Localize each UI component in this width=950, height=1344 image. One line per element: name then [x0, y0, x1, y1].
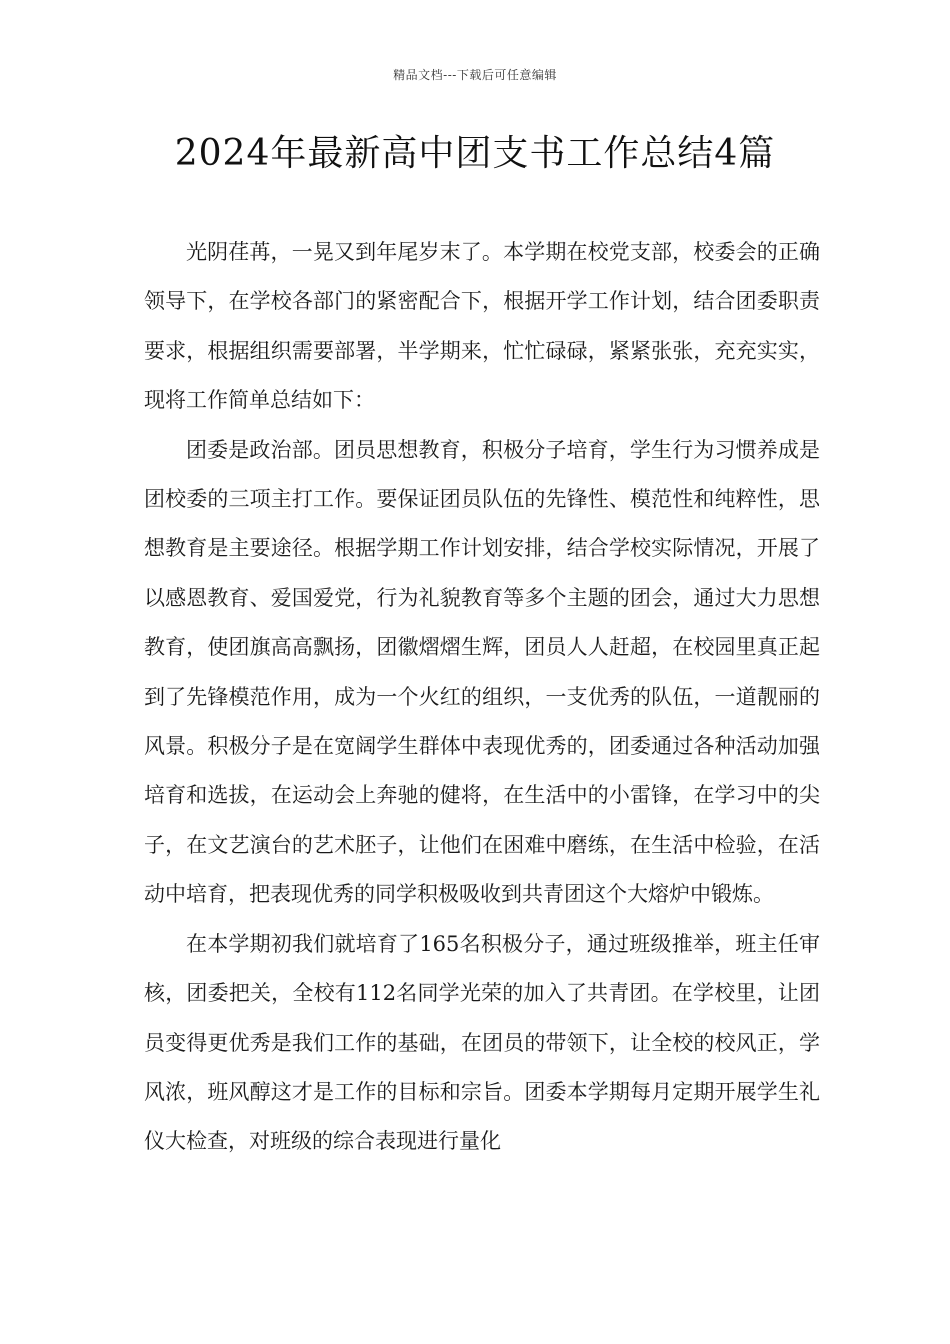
paragraph: 光阴荏苒，一晃又到年尾岁末了。本学期在校党支部，校委会的正确领导下，在学校各部门的紧密配合下，根据开学工作计划，结合团委职责要求，根据组织需要部署，半学期来，忙忙碌碌，紧紧张张，充充实实，现将工作简单总结如下： — [144, 240, 820, 413]
header-note: 精品文档---下载后可任意编辑 — [393, 68, 557, 82]
document-body — [144, 228, 820, 1167]
document-title: 2024年最新高中团支书工作总结4篇 — [174, 133, 776, 174]
paragraph: 团委是政治部。团员思想教育，积极分子培育，学生行为习惯养成是团校委的三项主打工作。要保证团员队伍的先锋性、模范性和纯粹性，思想教育是主要途径。根据学期工作计划安排，结合学校实际情况，开展了以感恩教育、爱国爱党，行为礼貌教育等多个主题的团会，通过大力思想教育，使团旗高高飘扬，团徽熠熠生辉，团员人人赶超，在校园里真正起到了先锋模范作用，成为一个火红的组织，一支优秀的队伍，一道靓丽的风景。积极分子是在宽阔学生群体中表现优秀的，团委通过各种活动加强培育和选拔，在运动会上奔驰的健将，在生活中的小雷锋，在学习中的尖子，在文艺演台的艺术胚子，让他们在困难中磨练，在生活中检验，在活动中培育，把表现优秀的同学积极吸收到共青团这个大熔炉中锻炼。 — [144, 437, 820, 907]
paragraph: 在本学期初我们就培育了165名积极分子，通过班级推举，班主任审核，团委把关，全校有112名同学光荣的加入了共青团。在学校里，让团员变得更优秀是我们工作的基础，在团员的带领下，让全校的校风正，学风浓，班风醇这才是工作的目标和宗旨。团委本学期每月定期开展学生礼仪大检查，对班级的综合表现进行量化 — [144, 931, 820, 1154]
